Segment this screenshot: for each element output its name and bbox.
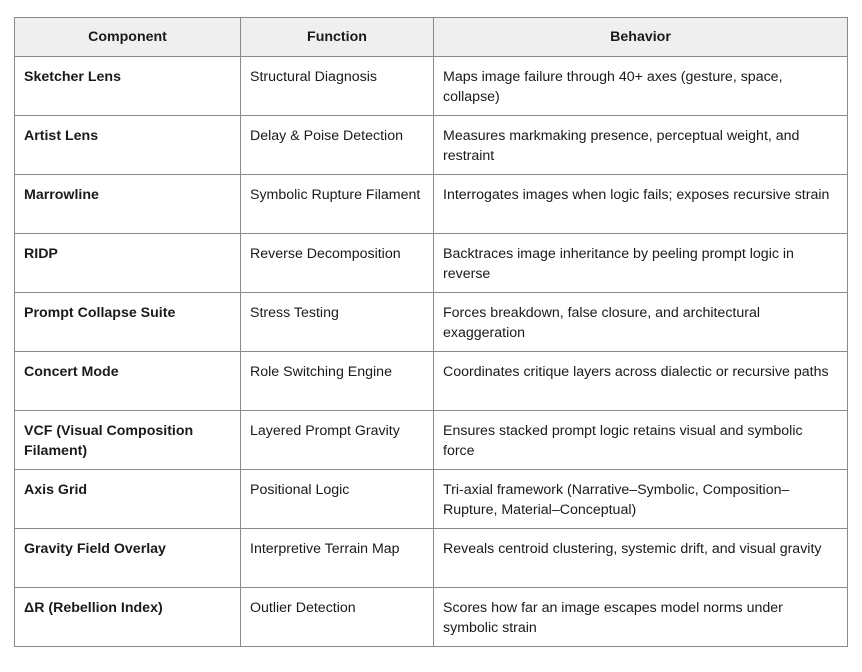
table-row [15, 588, 848, 647]
cell-function: Structural Diagnosis [241, 57, 434, 116]
cell-function: Positional Logic [241, 470, 434, 529]
cell-component: Sketcher Lens [15, 57, 241, 116]
cell-component: ΔR (Rebellion Index) [15, 588, 241, 647]
header-function: Function [241, 18, 434, 57]
cell-behavior: Ensures stacked prompt logic retains visual and symbolic force [434, 411, 848, 470]
cell-function: Symbolic Rupture Filament [241, 175, 434, 234]
cell-component: Prompt Collapse Suite [15, 293, 241, 352]
cell-behavior: Measures markmaking presence, perceptual weight, and restraint [434, 116, 848, 175]
cell-function: Reverse Decomposition [241, 234, 434, 293]
header-component: Component [15, 18, 241, 57]
cell-behavior: Scores how far an image escapes model norms under symbolic strain [434, 588, 848, 647]
cell-behavior: Coordinates critique layers across dialectic or recursive paths [434, 352, 848, 411]
cell-function: Stress Testing [241, 293, 434, 352]
cell-behavior: Tri-axial framework (Narrative–Symbolic, Composition–Rupture, Material–Conceptual) [434, 470, 848, 529]
table-body [15, 57, 848, 647]
cell-component: Gravity Field Overlay [15, 529, 241, 588]
cell-behavior: Interrogates images when logic fails; exposes recursive strain [434, 175, 848, 234]
cell-function: Role Switching Engine [241, 352, 434, 411]
header-row [15, 18, 848, 57]
table-header [15, 18, 848, 57]
cell-component: Artist Lens [15, 116, 241, 175]
cell-behavior: Reveals centroid clustering, systemic drift, and visual gravity [434, 529, 848, 588]
table-row [15, 175, 848, 234]
cell-behavior: Maps image failure through 40+ axes (gesture, space, collapse) [434, 57, 848, 116]
table-row [15, 352, 848, 411]
cell-function: Outlier Detection [241, 588, 434, 647]
cell-function: Layered Prompt Gravity [241, 411, 434, 470]
table-row [15, 470, 848, 529]
table-row [15, 116, 848, 175]
table-row [15, 293, 848, 352]
cell-component: Axis Grid [15, 470, 241, 529]
table-row [15, 411, 848, 470]
cell-behavior: Forces breakdown, false closure, and architectural exaggeration [434, 293, 848, 352]
cell-component: Marrowline [15, 175, 241, 234]
cell-behavior: Backtraces image inheritance by peeling prompt logic in reverse [434, 234, 848, 293]
table-row [15, 234, 848, 293]
cell-component: Concert Mode [15, 352, 241, 411]
cell-component: RIDP [15, 234, 241, 293]
cell-function: Interpretive Terrain Map [241, 529, 434, 588]
table-row [15, 57, 848, 116]
cell-component: VCF (Visual Composition Filament) [15, 411, 241, 470]
header-behavior: Behavior [434, 18, 848, 57]
cell-function: Delay & Poise Detection [241, 116, 434, 175]
component-table [14, 17, 848, 647]
table-row [15, 529, 848, 588]
